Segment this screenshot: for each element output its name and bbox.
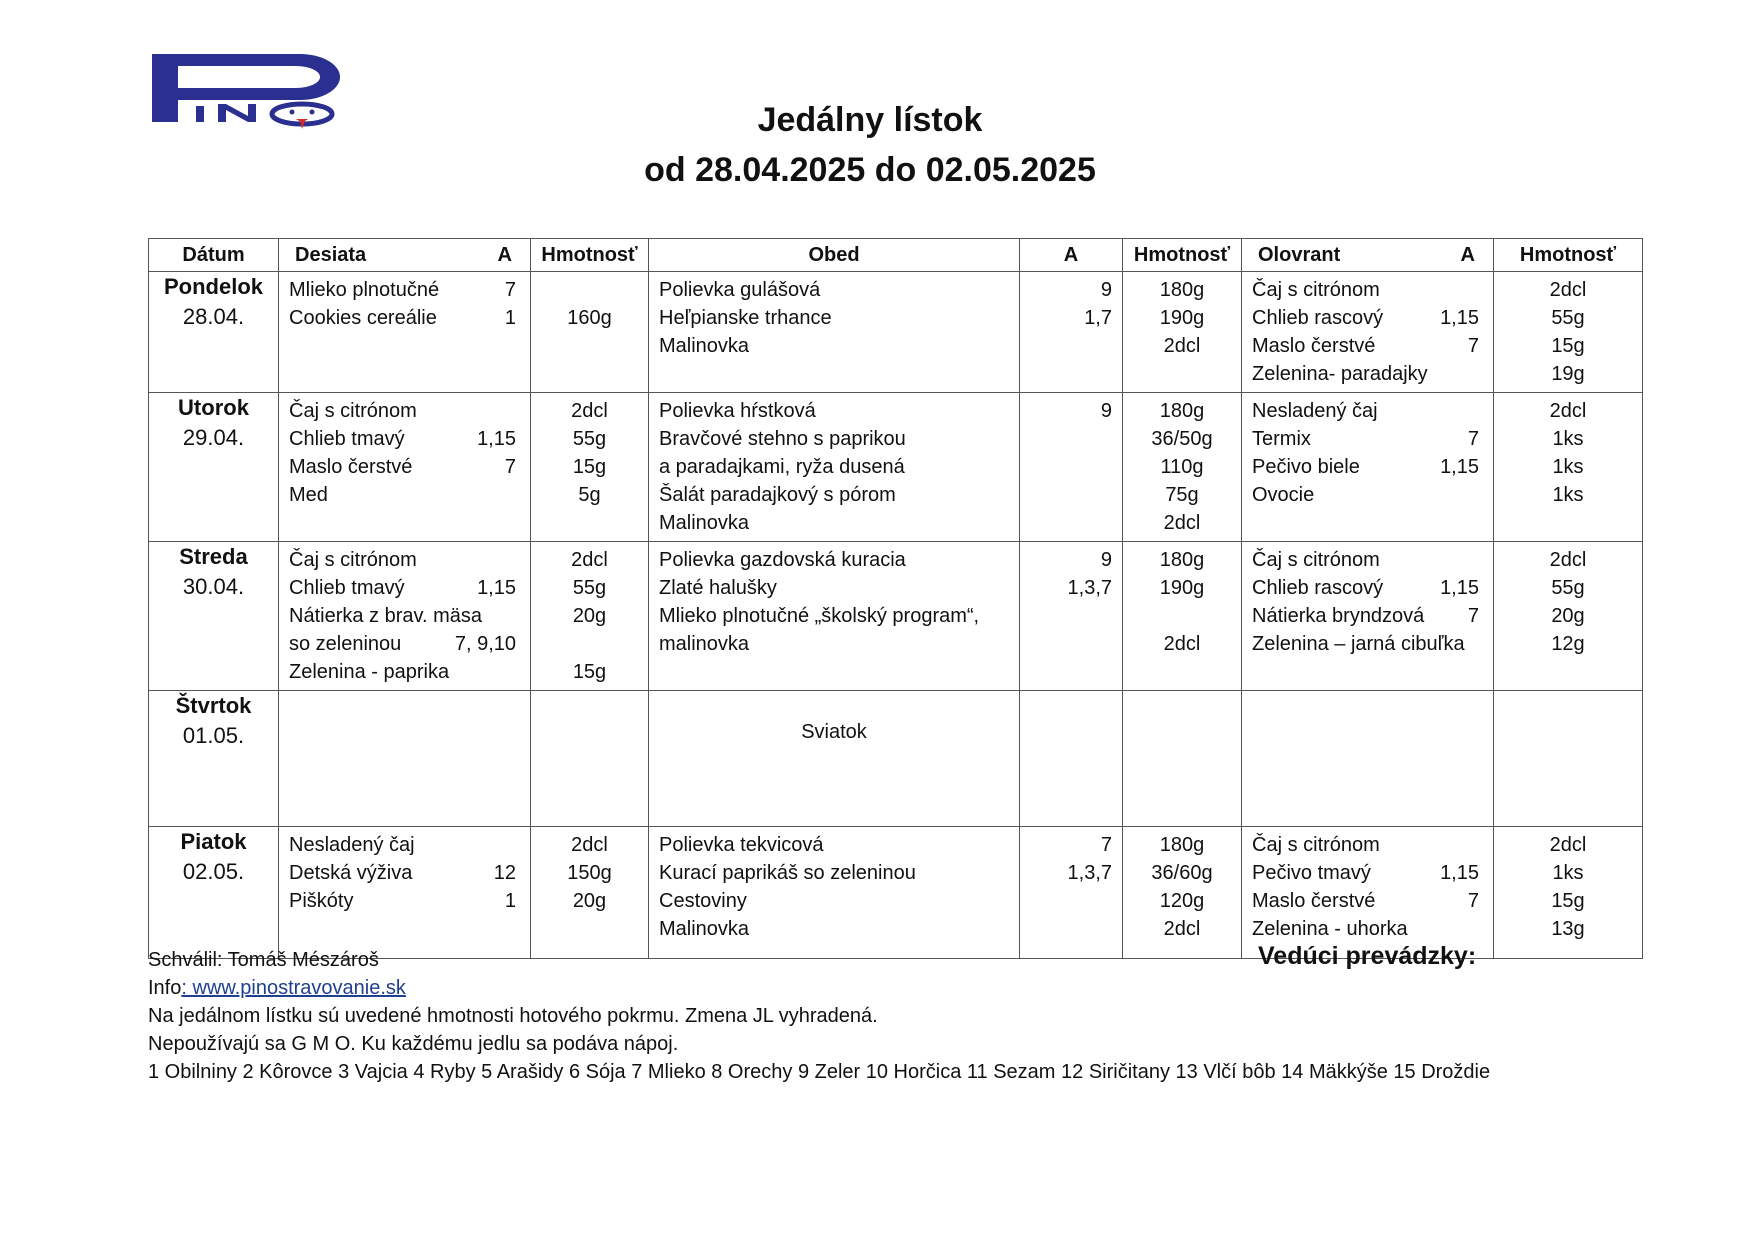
obed-item: Mlieko plnotučné „školský program“, [659, 605, 980, 627]
header-obed-weight: Hmotnosť [1123, 239, 1242, 272]
obed-allergen-list [1020, 393, 1122, 541]
olovrant-items [1242, 827, 1494, 959]
obed-item: Polievka gulášová [659, 279, 821, 301]
obed-allergen [1030, 630, 1112, 658]
day-name: Piatok [180, 829, 247, 854]
olovrant-list [1242, 272, 1493, 392]
desiata-items [279, 393, 531, 542]
desiata-item: so zeleninou [289, 633, 402, 655]
olovrant-item: Termix [1252, 428, 1311, 450]
desiata-allergen: 7, 9,10 [454, 633, 516, 655]
olovrant-line [1252, 546, 1483, 574]
olovrant-allergen [1479, 630, 1483, 658]
desiata-item: Med [289, 484, 328, 506]
obed-weight: 2dcl [1163, 918, 1201, 940]
obed-item: Kurací paprikáš so zeleninou [659, 862, 916, 884]
desiata-list [279, 542, 530, 690]
olovrant-weight-list [1494, 542, 1642, 662]
obed-item: Šalát paradajkový s pórom [659, 484, 896, 506]
desiata-allergen [516, 658, 520, 686]
olovrant-weight: 55g [1551, 577, 1585, 599]
olovrant-item: Chlieb rascový [1252, 577, 1384, 599]
olovrant-line [1252, 887, 1483, 915]
olovrant-line [1252, 397, 1483, 425]
olovrant-item: Ovocie [1252, 484, 1315, 506]
obed-allergens [1020, 542, 1123, 691]
desiata-allergen [516, 397, 520, 425]
obed-weight: 180g [1159, 834, 1205, 856]
obed-weights [1123, 691, 1242, 827]
olovrant-allergen: 7 [1467, 428, 1479, 450]
obed-allergen-list [1020, 542, 1122, 662]
obed-allergen: 9 [1100, 549, 1112, 571]
date-range: od 28.04.2025 do 02.05.2025 [644, 151, 1096, 189]
obed-item: Malinovka [659, 512, 750, 534]
desiata-weight: 15g [572, 456, 607, 478]
header-obed-allergens: A [1020, 239, 1123, 272]
desiata-weight: 5g [578, 484, 601, 506]
olovrant-weight: 2dcl [1549, 400, 1587, 422]
desiata-item: Detská výživa [289, 862, 413, 884]
olovrant-item: Zelenina – jarná cibuľka [1252, 633, 1465, 655]
olovrant-weight: 1ks [1552, 456, 1584, 478]
desiata-allergen: 1 [504, 890, 516, 912]
day-date: 29.04. [182, 425, 245, 450]
note-gmo: Nepoužívajú sa G M O. Ku každému jedlu sa podáva nápoj. [148, 1033, 679, 1055]
olovrant-allergen: 7 [1467, 605, 1479, 627]
day-name: Štvrtok [175, 693, 252, 718]
obed-allergen [1030, 602, 1112, 630]
desiata-allergen: 1,15 [477, 577, 516, 599]
desiata-weight-list [531, 272, 648, 336]
website-link[interactable]: : www.pinostravovanie.sk [181, 977, 406, 999]
olovrant-allergen: 7 [1467, 890, 1479, 912]
desiata-weight: 55g [572, 577, 607, 599]
desiata-weight: 150g [567, 862, 612, 884]
desiata-line [289, 602, 520, 630]
olovrant-weight: 1ks [1552, 428, 1584, 450]
desiata-line [289, 304, 520, 332]
obed-allergen-list [1020, 272, 1122, 364]
olovrant-items [1242, 393, 1494, 542]
olovrant-weights [1494, 272, 1643, 393]
desiata-weight: 2dcl [571, 400, 608, 422]
menu-table [148, 238, 1643, 959]
olovrant-weight: 55g [1551, 307, 1585, 329]
obed-list [649, 827, 1019, 947]
day-row [149, 393, 1643, 542]
desiata-line [289, 425, 520, 453]
olovrant-weight-list [1494, 393, 1642, 513]
desiata-weight: 2dcl [571, 549, 608, 571]
olovrant-item: Čaj s citrónom [1252, 279, 1380, 301]
olovrant-line [1252, 332, 1483, 360]
obed-weight: 180g [1159, 400, 1205, 422]
olovrant-line [1252, 574, 1483, 602]
desiata-allergen [516, 481, 520, 509]
obed-allergen: 7 [1100, 834, 1112, 856]
obed-weights [1123, 272, 1242, 393]
obed-allergens [1020, 827, 1123, 959]
page-title: Jedálny lístok [757, 101, 983, 139]
olovrant-weight: 1ks [1552, 484, 1584, 506]
desiata-items [279, 272, 531, 393]
olovrant-item: Nátierka bryndzová [1252, 605, 1425, 627]
desiata-list [279, 272, 530, 336]
day-date: 01.05. [182, 723, 245, 748]
olovrant-line [1252, 360, 1483, 388]
day-date: 30.04. [182, 574, 245, 599]
day-cell [149, 542, 279, 691]
info-line [148, 974, 406, 1002]
obed-weight: 75g [1165, 484, 1199, 506]
header-olovrant-weight: Hmotnosť [1494, 239, 1643, 272]
obed-item: Malinovka [659, 918, 750, 940]
day-name: Pondelok [163, 274, 263, 299]
allergen-legend: 1 Obilniny 2 Kôrovce 3 Vajcia 4 Ryby 5 Arašidy 6 Sója 7 Mlieko 8 Orechy 9 Zeler 10 Horčica 11 Sezam 12 Siričitany 13 Vlčí bôb 14 Mäkkýše 15 Droždie [148, 1061, 1491, 1083]
desiata-weights [531, 393, 649, 542]
desiata-items [279, 542, 531, 691]
olovrant-weight: 19g [1551, 363, 1585, 385]
obed-list [649, 393, 1019, 541]
olovrant-weight: 2dcl [1549, 279, 1587, 301]
desiata-weight: 2dcl [571, 834, 608, 856]
obed-weights [1123, 542, 1242, 691]
olovrant-items [1242, 691, 1494, 827]
day-row [149, 542, 1643, 691]
obed-weight-list [1123, 393, 1241, 541]
obed-allergen [1030, 887, 1112, 915]
obed-items [649, 691, 1020, 827]
obed-allergens [1020, 393, 1123, 542]
desiata-line [289, 546, 520, 574]
header-olovrant-allergens: A [1460, 243, 1475, 266]
olovrant-item: Chlieb rascový [1252, 307, 1384, 329]
desiata-list [279, 393, 530, 513]
desiata-weight: 160g [567, 307, 612, 329]
desiata-line [289, 276, 520, 304]
olovrant-allergen [1479, 546, 1483, 574]
obed-items [649, 272, 1020, 393]
obed-allergen: 9 [1100, 400, 1112, 422]
obed-item: Polievka tekvicová [659, 834, 824, 856]
header-olovrant [1242, 239, 1494, 272]
desiata-allergen: 7 [504, 279, 516, 301]
day-row [149, 691, 1643, 827]
olovrant-allergen: 1,15 [1440, 456, 1479, 478]
olovrant-allergen [1479, 397, 1483, 425]
header-olovrant-label: Olovrant [1258, 243, 1341, 266]
olovrant-allergen [1479, 360, 1483, 388]
obed-weight: 190g [1159, 307, 1205, 329]
olovrant-line [1252, 859, 1483, 887]
desiata-allergen [516, 831, 520, 859]
obed-allergen [1030, 332, 1112, 360]
desiata-items [279, 691, 531, 827]
pino-logo [150, 50, 346, 130]
desiata-line [289, 574, 520, 602]
obed-weight: 110g [1160, 456, 1204, 478]
obed-allergen [1030, 509, 1112, 537]
obed-weight: 120g [1159, 890, 1205, 912]
obed-allergens [1020, 691, 1123, 827]
day-cell [149, 827, 279, 959]
desiata-weight [541, 630, 638, 658]
obed-weights [1123, 393, 1242, 542]
desiata-line [289, 887, 520, 915]
obed-item: Cestoviny [659, 890, 747, 912]
olovrant-weights [1494, 393, 1643, 542]
olovrant-line [1252, 630, 1483, 658]
desiata-allergen: 12 [493, 862, 516, 884]
desiata-weight: 55g [572, 428, 607, 450]
olovrant-item: Nesladený čaj [1252, 400, 1378, 422]
obed-item: Polievka gazdovská kuracia [659, 549, 906, 571]
day-cell [149, 393, 279, 542]
olovrant-allergen [1479, 276, 1483, 304]
desiata-allergen: 7 [504, 456, 516, 478]
info-label: Info [148, 977, 182, 999]
obed-allergen [1030, 481, 1112, 509]
olovrant-line [1252, 915, 1483, 943]
olovrant-allergen: 7 [1467, 335, 1479, 357]
obed-items [649, 827, 1020, 959]
obed-list [649, 272, 1019, 364]
obed-weight: 2dcl [1163, 335, 1201, 357]
olovrant-item: Zelenina - uhorka [1252, 918, 1408, 940]
olovrant-item: Pečivo biele [1252, 456, 1360, 478]
olovrant-weight: 1ks [1552, 862, 1584, 884]
header-desiata-allergens: A [497, 243, 512, 266]
olovrant-line [1252, 425, 1483, 453]
olovrant-item: Zelenina- paradajky [1252, 363, 1428, 385]
desiata-list [279, 827, 530, 919]
olovrant-item: Čaj s citrónom [1252, 549, 1380, 571]
olovrant-weight: 15g [1551, 335, 1585, 357]
desiata-item: Chlieb tmavý [289, 577, 405, 599]
header-desiata [279, 239, 531, 272]
desiata-weight-list [531, 393, 648, 513]
desiata-line [289, 453, 520, 481]
desiata-item: Nátierka z brav. mäsa [289, 605, 483, 627]
day-cell [149, 691, 279, 827]
desiata-line [289, 397, 520, 425]
header-desiata-weight: Hmotnosť [531, 239, 649, 272]
desiata-item: Mlieko plnotučné [289, 279, 440, 301]
olovrant-list [1242, 542, 1493, 662]
obed-allergen [1030, 915, 1112, 943]
obed-weights [1123, 827, 1242, 959]
desiata-weights [531, 542, 649, 691]
obed-items [649, 393, 1020, 542]
obed-allergen: 1,3,7 [1067, 862, 1112, 884]
day-date: 28.04. [182, 304, 245, 329]
obed-item: malinovka [659, 633, 750, 655]
olovrant-item: Čaj s citrónom [1252, 834, 1380, 856]
desiata-line [289, 859, 520, 887]
note-weights: Na jedálnom lístku sú uvedené hmotnosti hotového pokrmu. Zmena JL vyhradená. [148, 1005, 878, 1027]
manager-label: Vedúci prevádzky: [1258, 942, 1477, 970]
olovrant-weight: 20g [1551, 605, 1585, 627]
olovrant-list [1242, 393, 1493, 513]
olovrant-allergen: 1,15 [1440, 862, 1479, 884]
desiata-weights [531, 691, 649, 827]
olovrant-list [1242, 827, 1493, 947]
header-date: Dátum [149, 239, 279, 272]
header-row [149, 239, 1643, 272]
obed-item: Polievka hŕstková [659, 400, 816, 422]
olovrant-item: Maslo čerstvé [1252, 890, 1376, 912]
desiata-item: Čaj s citrónom [289, 549, 417, 571]
desiata-line [289, 831, 520, 859]
desiata-item: Zelenina - paprika [289, 661, 450, 683]
olovrant-weights [1494, 542, 1643, 691]
obed-weight-list [1123, 542, 1241, 662]
olovrant-line [1252, 602, 1483, 630]
olovrant-weight-list [1494, 827, 1642, 947]
obed-item: Malinovka [659, 335, 750, 357]
olovrant-weight: 15g [1551, 890, 1585, 912]
obed-allergen: 1,3,7 [1067, 577, 1112, 599]
obed-item: Bravčové stehno s paprikou [659, 428, 906, 450]
obed-allergen: 9 [1100, 279, 1112, 301]
obed-weight-list [1123, 827, 1241, 947]
olovrant-allergen [1479, 481, 1483, 509]
olovrant-items [1242, 272, 1494, 393]
olovrant-weight-list [1494, 272, 1642, 392]
day-name: Utorok [178, 395, 249, 420]
day-date: 02.05. [182, 859, 245, 884]
desiata-line [289, 658, 520, 686]
desiata-weight: 15g [572, 661, 607, 683]
header-obed: Obed [649, 239, 1020, 272]
desiata-weight: 20g [572, 890, 607, 912]
desiata-item: Chlieb tmavý [289, 428, 405, 450]
obed-allergen: 1,7 [1084, 307, 1112, 329]
olovrant-line [1252, 304, 1483, 332]
day-row [149, 272, 1643, 393]
desiata-allergen: 1 [504, 307, 516, 329]
desiata-item: Čaj s citrónom [289, 400, 417, 422]
desiata-weight-list [531, 827, 648, 919]
desiata-line [289, 481, 520, 509]
olovrant-weight: 2dcl [1549, 549, 1587, 571]
obed-items [649, 542, 1020, 691]
obed-item: Heľpianske trhance [659, 307, 832, 329]
obed-weight: 180g [1159, 279, 1205, 301]
desiata-allergen [516, 546, 520, 574]
obed-weight: 190g [1159, 577, 1205, 599]
desiata-item: Piškóty [289, 890, 354, 912]
obed-allergen [1030, 453, 1112, 481]
desiata-weight [541, 276, 638, 304]
desiata-weight-list [531, 542, 648, 690]
olovrant-weight: 13g [1551, 918, 1585, 940]
approved-by: Schválil: Tomáš Mészároš [148, 949, 379, 971]
obed-weight: 2dcl [1163, 512, 1201, 534]
olovrant-line [1252, 831, 1483, 859]
desiata-items [279, 827, 531, 959]
olovrant-item: Pečivo tmavý [1252, 862, 1371, 884]
olovrant-weight: 2dcl [1549, 834, 1587, 856]
header-desiata-label: Desiata [295, 243, 367, 266]
obed-allergen-list [1020, 827, 1122, 947]
obed-item: Zlaté halušky [659, 577, 777, 599]
olovrant-allergen: 1,15 [1440, 577, 1479, 599]
olovrant-line [1252, 481, 1483, 509]
obed-allergens [1020, 272, 1123, 393]
day-name: Streda [179, 544, 248, 569]
olovrant-item: Maslo čerstvé [1252, 335, 1376, 357]
olovrant-line [1252, 276, 1483, 304]
holiday-label: Sviatok [801, 721, 867, 743]
olovrant-allergen: 1,15 [1440, 307, 1479, 329]
olovrant-allergen [1479, 915, 1483, 943]
olovrant-weights [1494, 827, 1643, 959]
obed-list [649, 542, 1019, 662]
obed-item: a paradajkami, ryža dusená [659, 456, 905, 478]
olovrant-weight: 12g [1551, 633, 1585, 655]
olovrant-line [1252, 453, 1483, 481]
desiata-line [289, 630, 520, 658]
desiata-weights [531, 272, 649, 393]
obed-weight: 36/50g [1151, 428, 1213, 450]
olovrant-allergen [1479, 831, 1483, 859]
olovrant-items [1242, 542, 1494, 691]
obed-weight: 36/60g [1151, 862, 1213, 884]
obed-weight [1133, 602, 1231, 630]
desiata-item: Cookies cereálie [289, 307, 437, 329]
obed-allergen [1030, 425, 1112, 453]
desiata-item: Nesladený čaj [289, 834, 415, 856]
desiata-item: Maslo čerstvé [289, 456, 413, 478]
desiata-allergen: 1,15 [477, 428, 516, 450]
obed-weight: 2dcl [1163, 633, 1201, 655]
day-cell [149, 272, 279, 393]
olovrant-weights [1494, 691, 1643, 827]
desiata-weight: 20g [572, 605, 607, 627]
desiata-weights [531, 827, 649, 959]
obed-weight: 180g [1159, 549, 1205, 571]
obed-weight-list [1123, 272, 1241, 364]
desiata-allergen [516, 602, 520, 630]
day-row [149, 827, 1643, 959]
